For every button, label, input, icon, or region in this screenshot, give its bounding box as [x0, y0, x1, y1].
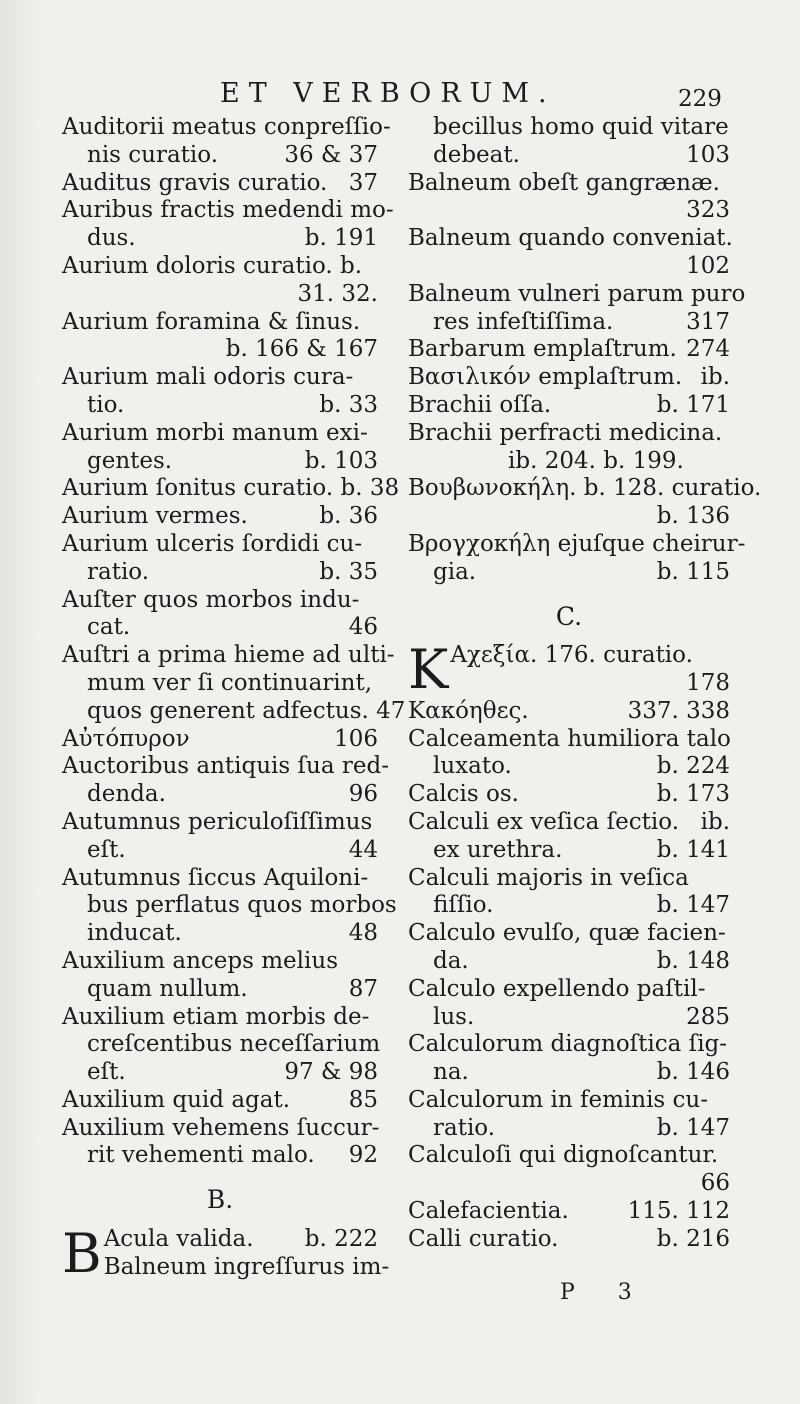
- index-entry-line: [62, 892, 397, 920]
- entry-text: debeat.: [433, 141, 520, 168]
- entry-text: res infeſtiſſima.: [433, 308, 614, 335]
- page-reference: 96: [348, 781, 378, 808]
- entry-text: Αὐτόπυρον: [62, 725, 190, 752]
- entry-text: Auſtri a prima hieme ad ulti-: [62, 642, 395, 669]
- index-entry-line: [408, 1198, 730, 1226]
- entry-text: Aurium foramina & ſinus.: [62, 308, 361, 335]
- page-reference: 44: [348, 836, 378, 863]
- entry-text: quos generent adfectus. 47: [87, 697, 406, 724]
- index-entry-line: [408, 420, 730, 448]
- page-reference: 323: [686, 197, 730, 224]
- index-entry-line: [408, 892, 730, 920]
- entry-text: Auditus gravis curatio.: [62, 169, 328, 196]
- index-entry-line: [408, 726, 730, 754]
- page-reference: 48: [348, 920, 378, 947]
- entry-text: mum ver ſi continuarint,: [87, 669, 373, 696]
- index-entry-line: [62, 809, 378, 837]
- index-entry-line: [408, 1031, 730, 1059]
- index-entry-line: [62, 1059, 378, 1087]
- page-reference: 36 & 37: [284, 141, 378, 168]
- entry-text: tio.: [87, 391, 125, 418]
- entry-text: Aurium ſonitus curatio. b. 38: [62, 475, 400, 502]
- index-entry-line: [408, 475, 762, 503]
- entry-text: Auxilium vehemens ſuccur-: [62, 1114, 380, 1141]
- entry-text: Calculorum in feminis cu-: [408, 1086, 709, 1113]
- index-entry-line: [408, 1059, 730, 1087]
- index-entry-line: [408, 448, 730, 476]
- entry-text: Calculi majoris in veſica: [408, 864, 689, 891]
- index-entry-line: [408, 1142, 730, 1170]
- entry-text: nis curatio.: [87, 141, 219, 168]
- signature-mark: P 3: [560, 1280, 650, 1305]
- entry-text: Calculo evulſo, quæ facien-: [408, 920, 726, 947]
- entry-text: Balneum quando conveniat.: [408, 225, 733, 252]
- page-reference: 31. 32.: [297, 280, 378, 307]
- page-reference: 66: [700, 1170, 730, 1197]
- page-reference: 46: [348, 614, 378, 641]
- entry-text: ratio.: [87, 558, 150, 585]
- drop-capital: K: [408, 638, 449, 702]
- page-reference: b. 36: [319, 503, 378, 530]
- page-reference: 274: [686, 336, 730, 363]
- index-entry-line: [408, 225, 733, 253]
- index-entry-line: [62, 559, 378, 587]
- index-entry-line: [408, 559, 730, 587]
- entry-text: Balneum ingreſſurus im-: [103, 1253, 390, 1280]
- page-reference: b. 141: [656, 836, 730, 863]
- entry-text: dus.: [87, 225, 136, 252]
- index-entry-line: [408, 280, 746, 309]
- page-reference: b. 136: [656, 503, 730, 530]
- index-entry-line: [408, 809, 730, 837]
- page-reference: 106: [334, 725, 378, 752]
- page-reference: 92: [348, 1142, 378, 1169]
- index-entry-line: [62, 948, 378, 976]
- index-entry-line: [62, 1031, 381, 1059]
- page-reference: b. 147: [656, 1114, 730, 1141]
- entry-text: Aurium vermes.: [62, 503, 248, 530]
- page-reference: ib.: [700, 364, 730, 391]
- page-reference: 178: [686, 669, 730, 696]
- entry-text: Brachii oſſa.: [408, 391, 552, 418]
- entry-text: Acula valida.: [103, 1225, 254, 1252]
- index-entry-line: [446, 670, 730, 698]
- section-letter: B.: [206, 1185, 234, 1215]
- entry-text: Calculoſi qui dignoſcantur.: [408, 1142, 719, 1169]
- entry-text: Balneum obeſt gangrænæ.: [408, 169, 720, 196]
- index-entry-line: [408, 920, 730, 948]
- index-entry-line: [408, 142, 730, 170]
- entry-text: da.: [433, 947, 469, 974]
- page-reference: 37: [348, 169, 378, 196]
- index-entry-line: [62, 448, 378, 476]
- entry-text: luxato.: [433, 753, 512, 780]
- index-entry-line: [62, 142, 378, 170]
- page-reference: b. 115: [656, 558, 730, 585]
- entry-text: ib. 204. b. 199.: [508, 447, 684, 474]
- index-entry-line: [62, 837, 378, 865]
- index-entry-line: [446, 642, 730, 670]
- entry-text: Βασιλικόν emplaſtrum.: [408, 364, 683, 391]
- entry-text: Calceamenta humiliora talo: [408, 725, 731, 752]
- index-entry-line: [62, 920, 378, 948]
- page-reference: b. 222: [304, 1225, 378, 1252]
- page-reference: b. 33: [319, 391, 378, 418]
- entry-text: Auribus fractis medendi mo-: [62, 197, 394, 224]
- index-entry-line: [62, 197, 394, 225]
- index-entry-line: [62, 503, 378, 531]
- running-title: ET VERBORUM.: [220, 78, 556, 109]
- page-reference: 87: [348, 975, 378, 1002]
- index-entry-line: [62, 976, 378, 1004]
- index-entry-line: [408, 253, 730, 281]
- entry-text: Brachii perfracti medicina.: [408, 419, 723, 446]
- index-entry-line: [408, 753, 730, 781]
- index-entry-line: [62, 281, 378, 309]
- index-entry-line: [408, 1226, 730, 1254]
- entry-text: Barbarum emplaſtrum.: [408, 336, 677, 363]
- page-reference: 317: [686, 308, 730, 335]
- index-entry-line: [62, 392, 378, 420]
- page-number: 229: [678, 86, 722, 112]
- entry-text: Βρογχοκήλη ejuſque cheirur-: [408, 530, 746, 557]
- page-reference: b. 173: [656, 781, 730, 808]
- index-entry-line: [408, 781, 730, 809]
- dropcap-entry: [62, 1221, 390, 1285]
- index-entry-line: [62, 697, 406, 726]
- page-reference: 97 & 98: [284, 1059, 378, 1086]
- page-reference: b. 148: [656, 947, 730, 974]
- section-letter: C.: [555, 601, 583, 631]
- index-column-left: [62, 114, 406, 1285]
- entry-text: ratio.: [433, 1114, 496, 1141]
- index-entry-line: [62, 670, 378, 698]
- index-entry-line: [62, 587, 378, 615]
- index-entry-line: [62, 614, 378, 642]
- entry-text: Calculo expellendo paſtil-: [408, 975, 706, 1002]
- entry-text: inducat.: [87, 920, 182, 947]
- index-entry-line: [62, 642, 395, 670]
- entry-text: Auxilium etiam morbis de-: [62, 1003, 370, 1030]
- entry-text: Aurium ulceris ſordidi cu-: [62, 530, 363, 557]
- entry-text: denda.: [87, 781, 166, 808]
- page-reference: 102: [686, 252, 730, 279]
- index-entry-line: [62, 1087, 378, 1115]
- index-entry-line: [408, 1170, 730, 1198]
- page-reference: 337. 338: [627, 697, 730, 724]
- entry-text: Auctoribus antiquis ſua red-: [62, 753, 389, 780]
- dropcap-entry: [408, 638, 730, 702]
- page-reference: 103: [686, 141, 730, 168]
- index-entry-line: [408, 865, 730, 893]
- entry-text: gia.: [433, 558, 477, 585]
- index-entry-line: [408, 1004, 730, 1032]
- entry-text: ex urethra.: [433, 836, 563, 863]
- index-entry-line: [100, 1226, 378, 1254]
- index-entry-line: [408, 976, 730, 1004]
- page-reference: 85: [348, 1086, 378, 1113]
- index-entry-line: [408, 698, 730, 726]
- entry-text: Calculorum diagnoſtica ſig-: [408, 1031, 728, 1058]
- index-entry-line: [62, 475, 400, 503]
- page-reference: 115. 112: [627, 1198, 730, 1225]
- entry-text: cat.: [87, 614, 131, 641]
- entry-text: quam nullum.: [87, 975, 248, 1002]
- entry-text: Autumnus periculoſiſſimus: [62, 808, 373, 835]
- entry-text: Calefacientia.: [408, 1198, 569, 1225]
- index-entry-line: [62, 531, 378, 559]
- page-reference: b. 216: [656, 1225, 730, 1252]
- page-reference: b. 103: [304, 447, 378, 474]
- index-entry-line: [408, 170, 730, 198]
- index-entry-line: [408, 364, 730, 392]
- index-entry-line: [408, 503, 730, 531]
- page-reference: b. 146: [656, 1059, 730, 1086]
- page-reference: b. 191: [304, 225, 378, 252]
- entry-text: lus.: [433, 1003, 475, 1030]
- index-entry-line: [62, 225, 378, 253]
- entry-text: creſcentibus neceſſarium: [87, 1031, 381, 1058]
- index-entry-line: [62, 726, 378, 754]
- index-entry-line: [62, 114, 391, 142]
- entry-text: Aurium doloris curatio. b.: [62, 252, 363, 279]
- page-reference: b. 147: [656, 892, 730, 919]
- entry-text: becillus homo quid vitare: [433, 114, 729, 140]
- index-entry-line: [408, 1115, 730, 1143]
- index-entry-line: [62, 364, 378, 392]
- page-reference: b. 166 & 167: [225, 336, 378, 363]
- entry-text: Auſter quos morbos indu-: [62, 586, 360, 613]
- page-reference: 285: [686, 1003, 730, 1030]
- entry-text: Auxilium quid agat.: [62, 1086, 291, 1113]
- entry-text: Auditorii meatus conpreſſio-: [62, 114, 391, 140]
- entry-text: Balneum vulneri parum puro: [408, 280, 746, 307]
- index-entry-line: [62, 170, 378, 198]
- index-entry-line: [100, 1253, 390, 1282]
- index-entry-line: [62, 1142, 378, 1170]
- index-entry-line: [62, 420, 378, 448]
- index-entry-line: [62, 753, 389, 781]
- page-reference: ib.: [700, 808, 730, 835]
- index-entry-line: [62, 781, 378, 809]
- page-reference: b. 35: [319, 558, 378, 585]
- index-entry-line: [62, 309, 378, 337]
- entry-text: Autumnus ſiccus Aquiloni-: [62, 864, 369, 891]
- entry-text: Calcis os.: [408, 781, 519, 808]
- entry-text: Κακόηθες.: [408, 697, 529, 724]
- entry-text: Calculi ex veſica ſectio.: [408, 808, 680, 835]
- entry-text: fiſſio.: [433, 892, 494, 919]
- drop-capital: B: [62, 1221, 102, 1285]
- entry-text: rit vehementi malo.: [87, 1142, 315, 1169]
- index-entry-line: [408, 309, 730, 337]
- index-entry-line: [408, 114, 730, 142]
- entry-text: Aurium morbi manum exi-: [62, 419, 368, 446]
- index-entry-line: [408, 336, 730, 364]
- index-entry-line: [408, 1087, 730, 1115]
- entry-text: Αχεξία. 176. curatio.: [450, 642, 693, 669]
- entry-text: bus perflatus quos morbos: [87, 892, 397, 919]
- entry-text: gentes.: [87, 447, 173, 474]
- index-entry-line: [62, 336, 378, 364]
- entry-text: eſt.: [87, 836, 126, 863]
- entry-text: Calli curatio.: [408, 1225, 559, 1252]
- index-entry-line: [62, 253, 378, 281]
- index-entry-line: [408, 948, 730, 976]
- index-entry-line: [408, 837, 730, 865]
- page-reference: b. 224: [656, 753, 730, 780]
- entry-text: Auxilium anceps melius: [62, 947, 338, 974]
- entry-text: eſt.: [87, 1059, 126, 1086]
- index-entry-line: [62, 865, 378, 893]
- index-entry-line: [408, 197, 730, 225]
- entry-text: Βουβωνοκήλη. b. 128. curatio.: [408, 475, 762, 502]
- entry-text: Aurium mali odoris cura-: [62, 364, 354, 391]
- index-entry-line: [408, 392, 730, 420]
- page-reference: b. 171: [656, 391, 730, 418]
- entry-text: na.: [433, 1059, 469, 1086]
- index-column-right: [408, 114, 762, 1254]
- index-entry-line: [408, 530, 746, 559]
- index-entry-line: [62, 1115, 378, 1143]
- index-entry-line: [62, 1004, 378, 1032]
